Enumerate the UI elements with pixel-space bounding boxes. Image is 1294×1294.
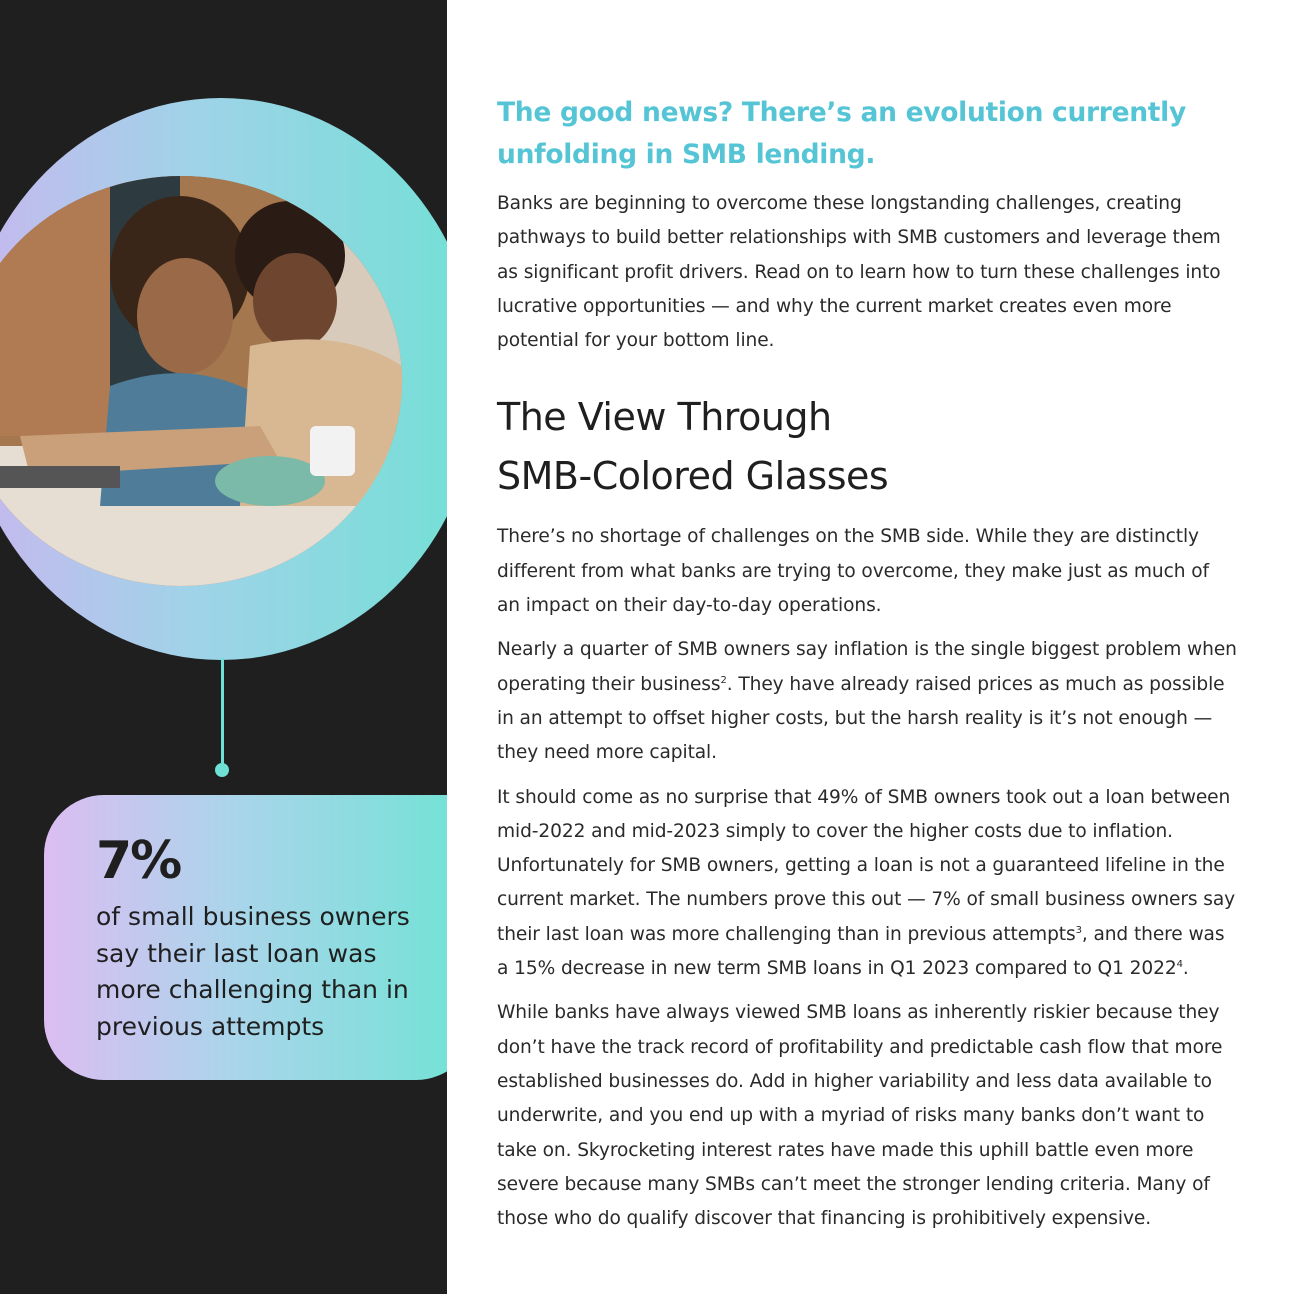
- paragraph-4: While banks have always viewed SMB loans as inherently riskier because they don’t have the track record of profitability and predictable cash flow that more established businesses do. Add in higher variability and less data available to underwrite, and you end up with a myriad of risks many banks don’t want to take on. Skyrocketing interest rates have made this uphill battle even more severe because many SMBs can’t meet the stronger lending criteria. Many of those who do qualify discover that financing is prohibitively expensive.: [497, 1002, 1223, 1230]
- paragraph-2-text-b: . They have already raised prices as much as possible in an attempt to offset higher costs, but the harsh reality is it’s not enough — they need more capital.: [497, 673, 1225, 764]
- paragraph-2: [497, 633, 1237, 770]
- left-sidebar-panel: [0, 0, 447, 1294]
- section-heading: [497, 388, 1237, 506]
- footnote-ref-2: 2: [720, 674, 727, 686]
- footnote-ref-3: 3: [1075, 924, 1082, 936]
- footnote-ref-4: 4: [1176, 958, 1183, 970]
- section-heading-line-1: The View Through: [497, 395, 832, 440]
- connector-line: [221, 658, 224, 768]
- stat-description: of small business owners say their last loan was more challenging than in previous attempts: [96, 902, 410, 1041]
- paragraph-3-text-a: It should come as no surprise that 49% of SMB owners took out a loan between mid-2022 and mid-2023 simply to cover the higher costs due to inflation. Unfortunately for SMB owners, getting a loan is not a guaranteed lifeline in the current market. The numbers prove this out — 7% of small business owners say their last loan was more challenging than in previous attempts: [497, 786, 1236, 945]
- paragraph-3-text-c: .: [1182, 958, 1189, 980]
- paragraph-3: [497, 781, 1237, 987]
- paragraph-2-text-a: Nearly a quarter of SMB owners say inflation is the single biggest problem when operating their business: [497, 639, 1237, 695]
- stat-value: 7%: [96, 831, 181, 891]
- connector-dot: [215, 763, 229, 777]
- intro-paragraph: Banks are beginning to overcome these longstanding challenges, creating pathways to build better relationships with SMB customers and leverage them as significant profit drivers. Read on to learn how to turn these challenges into lucrative opportunities — and why the current market creates even more potential for your bottom line.: [497, 193, 1221, 352]
- stat-callout-card: [44, 795, 447, 1080]
- article-content: [497, 92, 1237, 1246]
- section-heading-line-2: SMB-Colored Glasses: [497, 454, 889, 499]
- paragraph-3-text-b: , and there was a 15% decrease in new term SMB loans in Q1 2023 compared to Q1 2022: [497, 923, 1225, 980]
- lead-heading: The good news? There’s an evolution currently unfolding in SMB lending.: [497, 97, 1186, 170]
- paragraph-1: There’s no shortage of challenges on the SMB side. While they are distinctly different from what banks are trying to overcome, they make just as much of an impact on their day-to-day operations.: [497, 526, 1209, 617]
